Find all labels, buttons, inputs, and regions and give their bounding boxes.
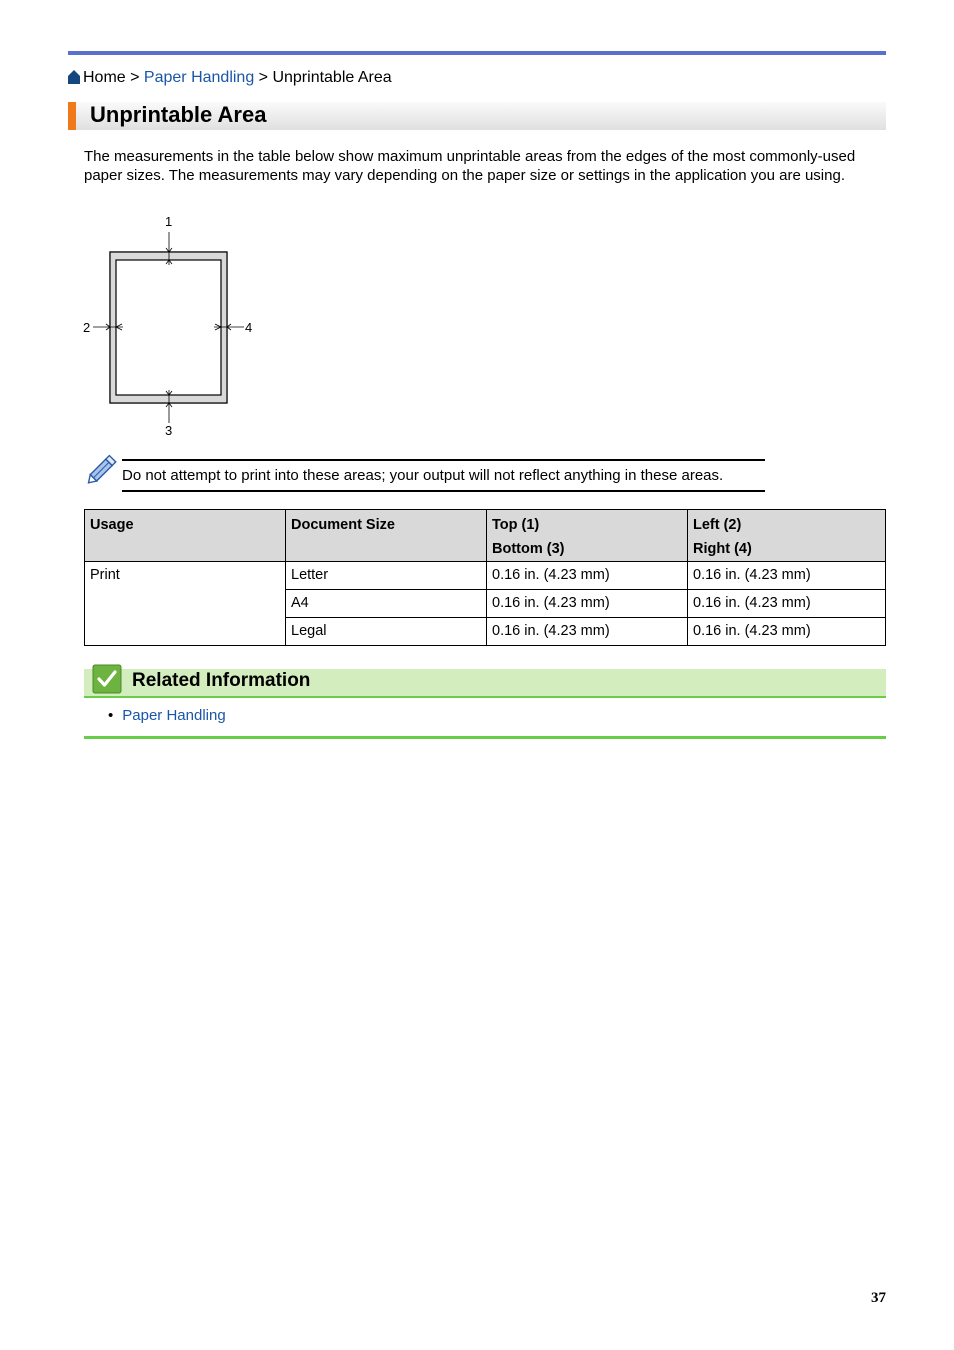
breadcrumb-current: Unprintable Area <box>272 69 392 86</box>
title-accent <box>68 102 76 130</box>
breadcrumb-separator: > <box>254 69 273 86</box>
related-links-list <box>108 706 226 726</box>
breadcrumb-paper-handling-link[interactable]: Paper Handling <box>143 69 255 86</box>
header-usage: Usage <box>85 510 286 562</box>
top-rule <box>68 51 886 55</box>
table-header-row <box>85 510 886 562</box>
intro-paragraph: The measurements in the table below show maximum unprintable areas from the edges of the most commonly-used paper sizes. The measurements may vary depending on the paper size or settings in the application you are using. <box>84 148 856 184</box>
breadcrumb-home[interactable]: Home <box>83 69 126 86</box>
header-left-right <box>688 510 886 562</box>
header-left: Left (2) <box>693 517 742 533</box>
note-box <box>122 459 765 492</box>
related-information-title: Related Information <box>132 670 311 691</box>
checkmark-icon <box>92 664 122 699</box>
breadcrumb <box>68 68 392 90</box>
pencil-icon <box>86 452 120 491</box>
home-icon[interactable] <box>68 70 80 90</box>
cell-top-bottom: 0.16 in. (4.23 mm) <box>487 562 688 590</box>
cell-top-bottom: 0.16 in. (4.23 mm) <box>487 618 688 646</box>
cell-usage: Print <box>85 562 286 646</box>
cell-left-right: 0.16 in. (4.23 mm) <box>688 562 886 590</box>
cell-size: A4 <box>286 590 487 618</box>
unprintable-area-diagram <box>80 210 270 440</box>
header-bottom: Bottom (3) <box>492 541 565 557</box>
unprintable-area-table <box>84 509 886 646</box>
header-right: Right (4) <box>693 541 752 557</box>
label-bottom: 3 <box>165 423 173 438</box>
note-text: Do not attempt to print into these areas; your output will not reflect anything in these areas. <box>122 467 724 484</box>
header-top: Top (1) <box>492 517 540 533</box>
cell-top-bottom: 0.16 in. (4.23 mm) <box>487 590 688 618</box>
label-left: 2 <box>83 320 91 335</box>
page-number: 37 <box>871 1290 886 1306</box>
related-link-paper-handling[interactable]: Paper Handling <box>122 707 226 724</box>
printable-area <box>116 260 221 395</box>
related-bottom-rule <box>84 736 886 739</box>
header-top-bottom <box>487 510 688 562</box>
page-title: Unprintable Area <box>90 102 267 127</box>
breadcrumb-separator: > <box>125 69 144 86</box>
cell-size: Legal <box>286 618 487 646</box>
cell-size: Letter <box>286 562 487 590</box>
cell-left-right: 0.16 in. (4.23 mm) <box>688 618 886 646</box>
related-information-header <box>84 669 886 698</box>
header-document-size: Document Size <box>286 510 487 562</box>
label-right: 4 <box>245 320 253 335</box>
label-top: 1 <box>165 214 173 229</box>
title-bar <box>68 102 886 130</box>
list-item <box>108 706 226 726</box>
table-row <box>85 562 886 590</box>
cell-left-right: 0.16 in. (4.23 mm) <box>688 590 886 618</box>
